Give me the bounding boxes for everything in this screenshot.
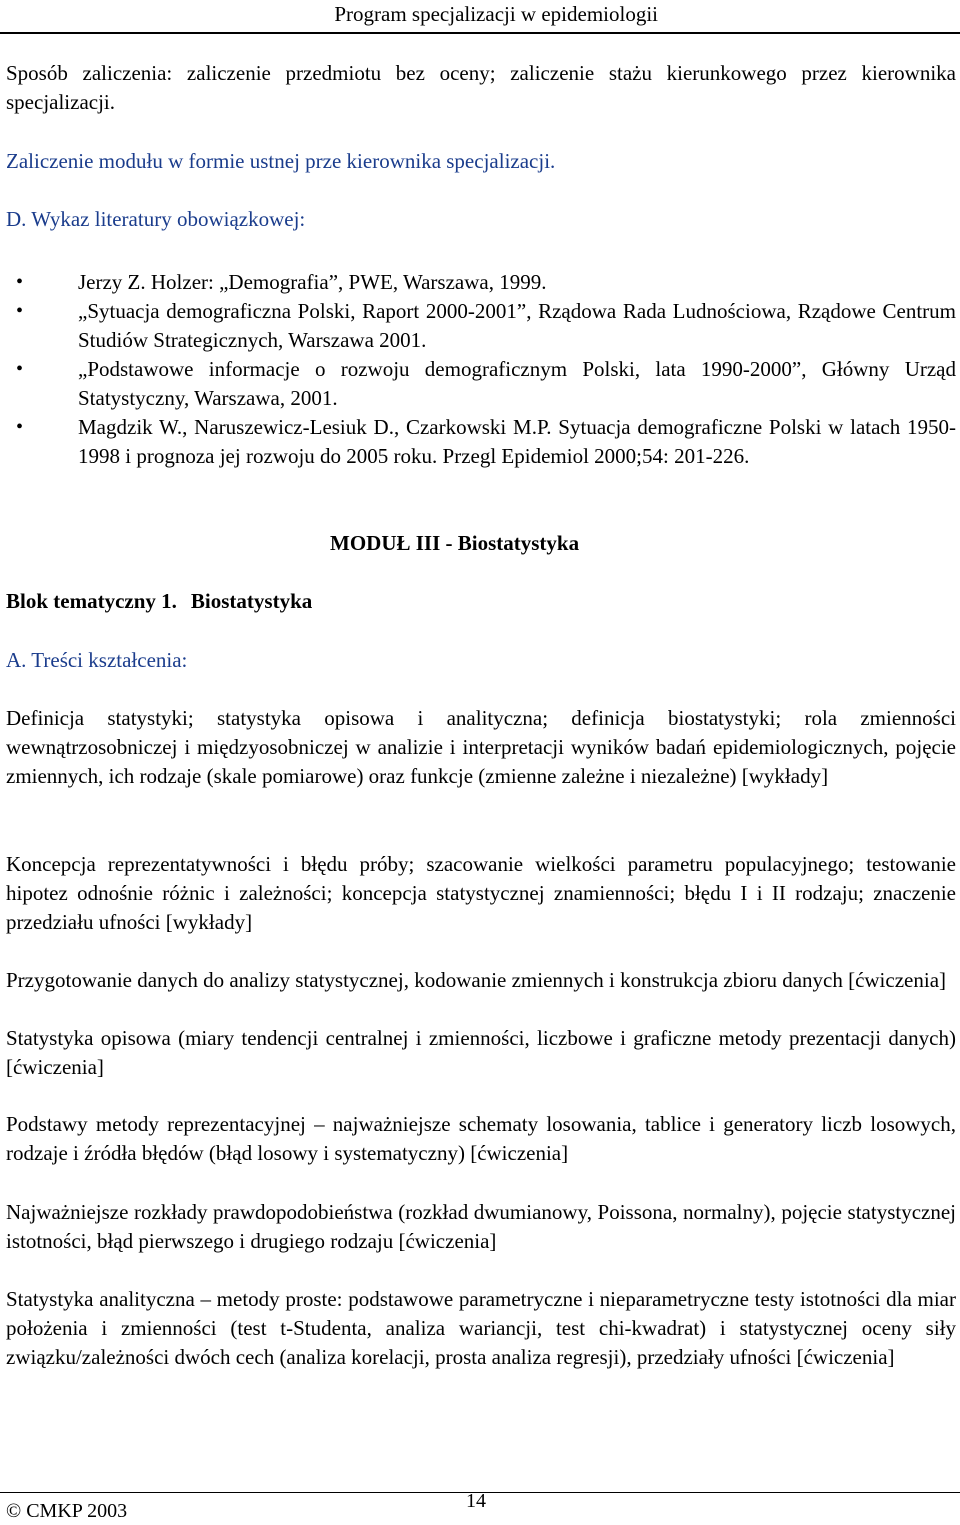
list-item-text: „Sytuacja demograficzna Polski, Raport 2000-2001”, Rządowa Rada Ludnościowa, Rządowe Centrum Studiów Strategicznych, Warszawa 2001.	[78, 299, 956, 352]
content-paragraph	[6, 966, 956, 995]
page-header	[0, 0, 960, 36]
list-item	[6, 268, 956, 297]
block-title: Biostatystyka	[190, 589, 313, 613]
list-item	[6, 297, 956, 355]
modul-text: Zaliczenie modułu w formie ustnej prze kierownika specjalizacji.	[6, 149, 556, 173]
tresci-heading-block	[6, 646, 956, 675]
content-paragraph	[6, 1285, 956, 1372]
paragraph-text: Statystyka analityczna – metody proste: podstawowe parametryczne i nieparametryczne testy istotności dla miar położenia i zmienności (test t-Studenta, analiza wariancji, test chi-kwadrat) i statystycznej oceny siły związku/zależności dwóch cech (analiza korelacji, prosta analiza regresji), przedziały ufności [ćwiczenia]	[6, 1287, 956, 1369]
bullet-icon: •	[16, 358, 24, 380]
list-item-text: Jerzy Z. Holzer: „Demografia”, PWE, Warszawa, 1999.	[78, 270, 547, 294]
content-paragraph	[6, 1110, 956, 1168]
zaliczenie-paragraph	[6, 59, 956, 117]
zaliczenie-text: Sposób zaliczenia: zaliczenie przedmiotu bez oceny; zaliczenie stażu kierunkowego przez kierownika specjalizacji.	[6, 61, 956, 114]
modul-paragraph	[6, 147, 956, 176]
paragraph-text: Definicja statystyki; statystyka opisowa i analityczna; definicja biostatystyki; rola zmienności wewnątrzosobniczej i międzyosobniczej w analizie i interpretacji wyników badań epidemiologicznych, pojęcie zmiennych, ich rodzaje (skale pomiarowe) oraz funkcje (zmienne zależne i niezależne) [wykłady]	[6, 706, 956, 788]
list-item-text: „Podstawowe informacje o rozwoju demograficznym Polski, lata 1990-2000”, Główny Urząd Statystyczny, Warszawa, 2001.	[78, 357, 956, 410]
copyright: © CMKP 2003	[6, 1500, 128, 1522]
module-heading: MODUŁ III - Biostatystyka	[330, 531, 580, 555]
list-item-text: Magdzik W., Naruszewicz-Lesiuk D., Czarkowski M.P. Sytuacja demograficzne Polski w latach 1950-1998 i prognoza jej rozwoju do 2005 roku. Przegl Epidemiol 2000;54: 201-226.	[78, 415, 956, 468]
literature-list	[6, 268, 956, 471]
content-paragraph	[6, 704, 956, 791]
bullet-icon: •	[16, 416, 24, 438]
tresci-heading: A. Treści kształcenia:	[6, 648, 188, 672]
bullet-icon: •	[16, 271, 24, 293]
block-heading	[6, 589, 312, 614]
bullet-icon: •	[16, 300, 24, 322]
content-paragraph	[6, 850, 956, 937]
paragraph-text: Najważniejsze rozkłady prawdopodobieństwa (rozkład dwumianowy, Poissona, normalny), pojęcie statystycznej istotności, błąd pierwszego i drugiego rodzaju [ćwiczenia]	[6, 1200, 956, 1253]
paragraph-text: Przygotowanie danych do analizy statystycznej, kodowanie zmiennych i konstrukcja zbioru danych [ćwiczenia]	[6, 968, 947, 992]
list-item	[6, 413, 956, 471]
content-paragraph	[6, 1024, 956, 1082]
literature-heading-block	[6, 205, 956, 234]
paragraph-text: Podstawy metody reprezentacyjnej – najważniejsze schematy losowania, tablice i generatory liczb losowych, rodzaje i źródła błędów (błąd losowy i systematyczny) [ćwiczenia]	[6, 1112, 956, 1165]
page-number: 14	[466, 1490, 486, 1512]
header-title: Program specjalizacji w epidemiologii	[334, 2, 658, 26]
paragraph-text: Statystyka opisowa (miary tendencji centralnej i zmienności, liczbowe i graficzne metody prezentacji danych) [ćwiczenia]	[6, 1026, 956, 1079]
content-paragraph	[6, 1198, 956, 1256]
header-rule	[0, 32, 960, 34]
page-footer	[0, 1460, 960, 1525]
paragraph-text: Koncepcja reprezentatywności i błędu próby; szacowanie wielkości parametru populacyjnego; testowanie hipotez odnośnie różnic i zależności; koncepcja statystycznej znamienności; błędu I i II rodzaju; znaczenie przedziału ufności [wykłady]	[6, 852, 956, 934]
literature-heading: D. Wykaz literatury obowiązkowej:	[6, 207, 306, 231]
block-label: Blok tematyczny 1.	[6, 589, 177, 613]
list-item	[6, 355, 956, 413]
